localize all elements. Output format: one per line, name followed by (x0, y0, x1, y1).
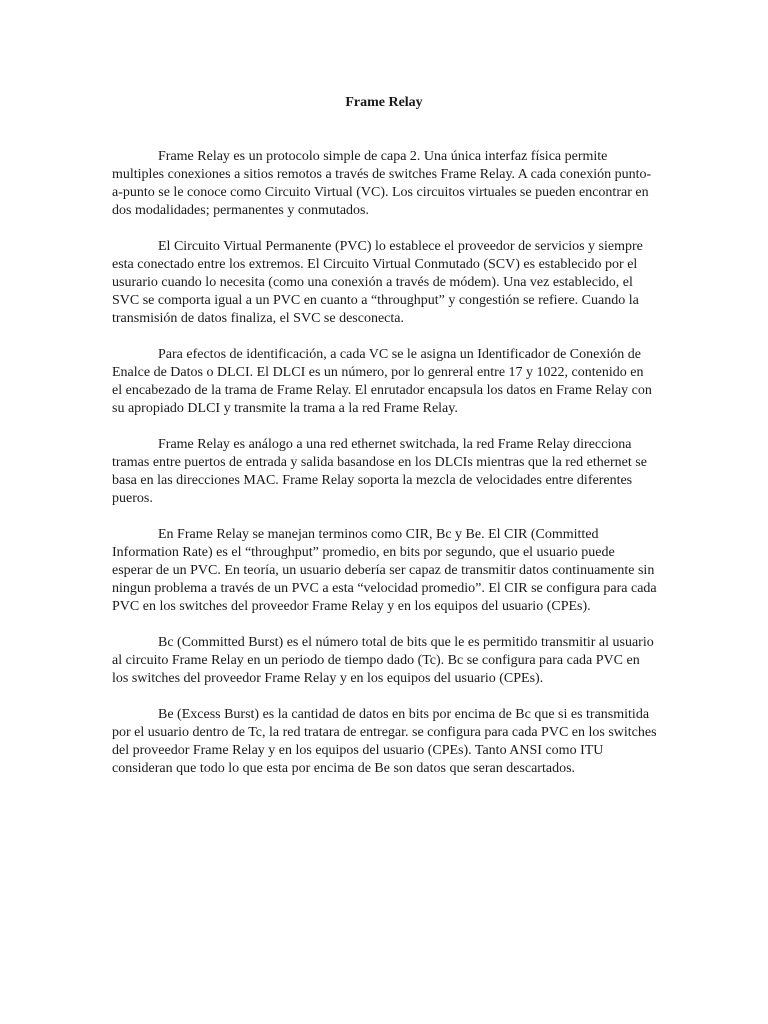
document-body (112, 148, 657, 796)
paragraph-bc: Bc (Committed Burst) es el número total de bits que le es permitido transmitir al usuario al circuito Frame Relay en un periodo de tiempo dado (Tc). Bc se configura para cada PVC en los switches del proveedor Frame Relay y en los equipos del usuario (CPEs). (112, 635, 654, 686)
paragraph-intro: Frame Relay es un protocolo simple de capa 2. Una única interfaz física permite multiples conexiones a sitios remotos a través de switches Frame Relay. A cada conexión punto-a-punto se le conoce como Circuito Virtual (VC). Los circuitos virtuales se pueden encontrar en dos modalidades; permanentes y conmutados. (112, 149, 652, 218)
paragraph-be: Be (Excess Burst) es la cantidad de datos en bits por encima de Bc que si es transmitida por el usuario dentro de Tc, la red tratara de entregar. se configura para cada PVC en los switches del proveedor Frame Relay y en los equipos del usuario (CPEs). Tanto ANSI como ITU consideran que todo lo que esta por encima de Be son datos que seran descartados. (112, 707, 657, 776)
paragraph-pvc-svc: El Circuito Virtual Permanente (PVC) lo establece el proveedor de servicios y siempre esta conectado entre los extremos. El Circuito Virtual Conmutado (SCV) es establecido por el usurario cuando lo necesita (como una conexión a través de módem). Una vez establecido, el SVC se comporta igual a un PVC en cuanto a “throughput” y congestión se refiere. Cuando la transmisión de datos finaliza, el SVC se desconecta. (112, 239, 643, 326)
paragraph-cir: En Frame Relay se manejan terminos como CIR, Bc y Be. El CIR (Committed Information Rate) es el “throughput” promedio, en bits por segundo, que el usuario puede esperar de un PVC. En teoría, un usuario debería ser capaz de transmitir datos continuamente sin ningun problema a través de un PVC a esta “velocidad promedio”. El CIR se configura para cada PVC en los switches del proveedor Frame Relay y en los equipos del usuario (CPEs). (112, 527, 657, 614)
paragraph-dlci: Para efectos de identificación, a cada VC se le asigna un Identificador de Conexión de Enalce de Datos o DLCI. El DLCI es un número, por lo genreral entre 17 y 1022, contenido en el encabezado de la trama de Frame Relay. El enrutador encapsula los datos en Frame Relay con su apropiado DLCI y transmite la trama a la red Frame Relay. (112, 347, 652, 416)
paragraph-ethernet-analogy: Frame Relay es análogo a una red ethernet switchada, la red Frame Relay direcciona tramas entre puertos de entrada y salida basandose en los DLCIs mientras que la red ethernet se basa en las direcciones MAC. Frame Relay soporta la mezcla de velocidades entre diferentes pueros. (112, 437, 647, 506)
document-title: Frame Relay (345, 95, 423, 110)
